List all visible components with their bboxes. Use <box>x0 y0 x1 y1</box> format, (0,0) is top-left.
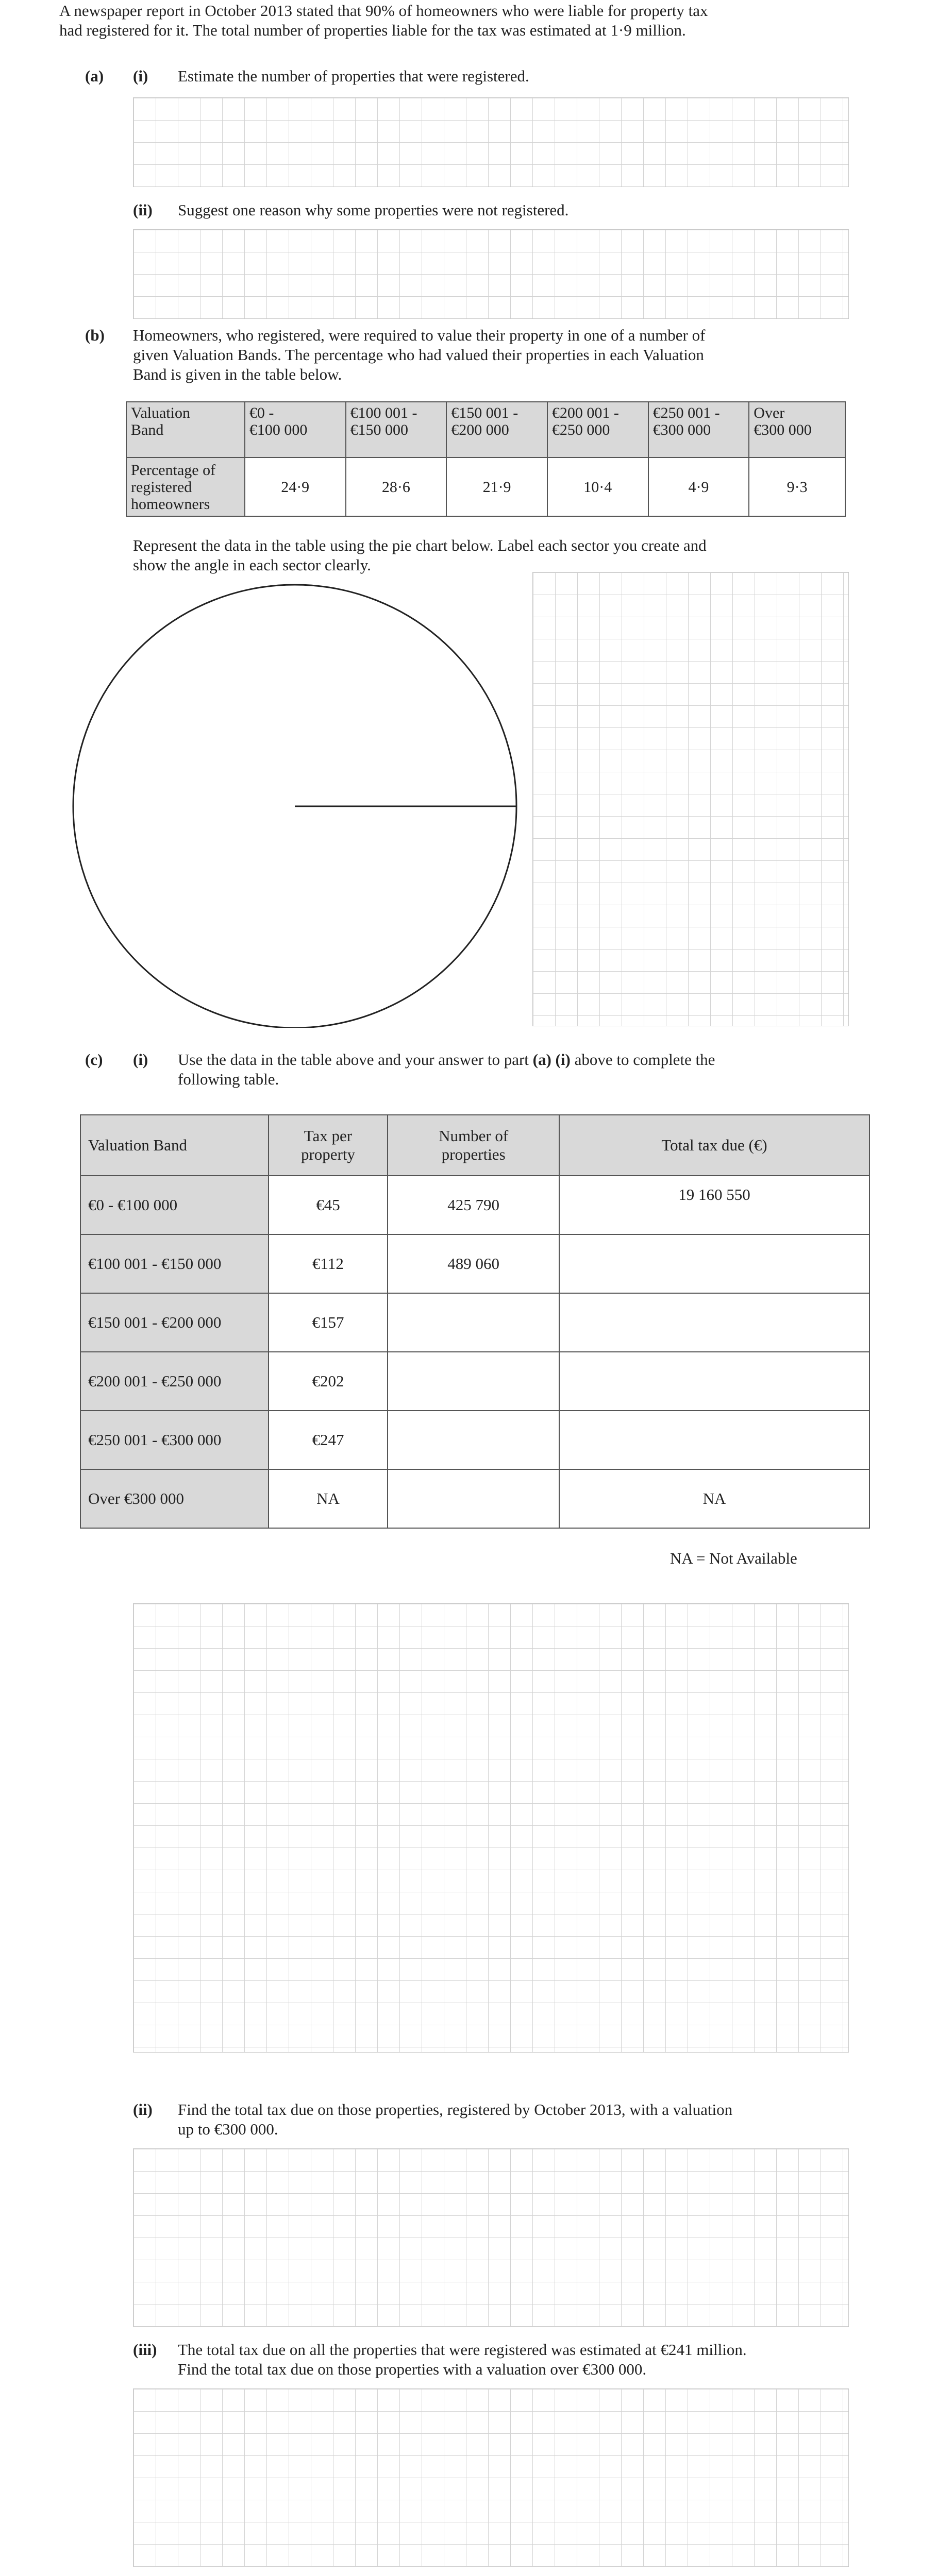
header-number-of-properties: Number of properties <box>388 1115 559 1176</box>
part-a-i-label: (i) <box>133 67 148 85</box>
tax-cell: €247 <box>269 1411 388 1469</box>
table-row <box>80 1469 869 1528</box>
total-input-cell[interactable] <box>559 1411 869 1469</box>
part-c-iii-label: (iii) <box>133 2341 157 2359</box>
band-cell: €200 001 - €250 000 <box>547 402 648 457</box>
intro-line-1: A newspaper report in October 2013 stated that 90% of homeowners who were liable for property tax <box>59 2 708 20</box>
header-tax-per-property: Tax per property <box>269 1115 388 1176</box>
answer-grid-a-i[interactable] <box>133 97 849 187</box>
percentage-cell: 28·6 <box>346 457 447 516</box>
total-input-cell[interactable] <box>559 1293 869 1352</box>
band-cell: Over €300 000 <box>749 402 845 457</box>
table-row <box>80 1411 869 1469</box>
part-c-ii-label: (ii) <box>133 2100 153 2119</box>
tax-cell: NA <box>269 1469 388 1528</box>
part-c-ii-line-1: Find the total tax due on those properties, registered by October 2013, with a valuation <box>178 2100 733 2119</box>
part-c-ii-line-2: up to €300 000. <box>178 2120 278 2138</box>
part-c-i-line-2: following table. <box>178 1070 279 1088</box>
answer-grid-b[interactable] <box>532 572 849 1026</box>
part-c-iii-line-2: Find the total tax due on those properties with a valuation over €300 000. <box>178 2360 647 2378</box>
table-row <box>80 1293 869 1352</box>
tax-cell: €202 <box>269 1352 388 1411</box>
pie-instruction-1: Represent the data in the table using the pie chart below. Label each sector you create and <box>133 536 707 554</box>
part-b-line-3: Band is given in the table below. <box>133 365 342 383</box>
band-cell: €250 001 - €300 000 <box>648 402 749 457</box>
part-a-i-question: Estimate the number of properties that were registered. <box>178 67 529 85</box>
answer-grid-c-ii[interactable] <box>133 2148 849 2327</box>
band-cell: €100 001 - €150 000 <box>80 1234 269 1293</box>
percentage-cell: 24·9 <box>245 457 346 516</box>
number-input-cell[interactable] <box>388 1469 559 1528</box>
number-input-cell[interactable] <box>388 1411 559 1469</box>
percentage-cell: 4·9 <box>648 457 749 516</box>
total-input-cell[interactable] <box>559 1352 869 1411</box>
band-cell: €0 - €100 000 <box>80 1176 269 1234</box>
percentage-header: Percentage of registered homeowners <box>126 457 245 516</box>
band-cell: €0 - €100 000 <box>245 402 346 457</box>
number-cell: 489 060 <box>388 1234 559 1293</box>
answer-grid-c-iii[interactable] <box>133 2388 849 2567</box>
header-total-tax-due: Total tax due (€) <box>559 1115 869 1176</box>
percentage-cell: 10·4 <box>547 457 648 516</box>
band-cell: €100 001 - €150 000 <box>346 402 447 457</box>
part-a-ii-question: Suggest one reason why some properties were not registered. <box>178 201 569 219</box>
tax-cell: €157 <box>269 1293 388 1352</box>
percentage-cell: 9·3 <box>749 457 845 516</box>
part-a-ii-label: (ii) <box>133 201 153 219</box>
tax-cell: €45 <box>269 1176 388 1234</box>
answer-grid-c-i[interactable] <box>133 1603 849 2053</box>
table-row <box>80 1234 869 1293</box>
intro-line-2: had registered for it. The total number of properties liable for the tax was estimated at 1·9 million. <box>59 21 686 39</box>
tax-table-header-row <box>80 1115 869 1176</box>
part-c-iii-line-1: The total tax due on all the properties that were registered was estimated at €241 million. <box>178 2341 747 2359</box>
part-c-label: (c) <box>85 1050 103 1069</box>
valuation-band-header: Valuation Band <box>126 402 245 457</box>
table-row <box>80 1176 869 1234</box>
na-note: NA = Not Available <box>670 1549 797 1567</box>
table-row <box>80 1352 869 1411</box>
number-cell: 425 790 <box>388 1176 559 1234</box>
band-cell: €200 001 - €250 000 <box>80 1352 269 1411</box>
blank-pie-chart[interactable] <box>70 574 523 1028</box>
band-cell: €250 001 - €300 000 <box>80 1411 269 1469</box>
total-input-cell[interactable] <box>559 1234 869 1293</box>
header-valuation-band: Valuation Band <box>80 1115 269 1176</box>
number-input-cell[interactable] <box>388 1352 559 1411</box>
part-c-i-line-1: Use the data in the table above and your answer to part (a) (i) above to complete the <box>178 1050 715 1069</box>
tax-cell: €112 <box>269 1234 388 1293</box>
number-input-cell[interactable] <box>388 1293 559 1352</box>
tax-table <box>80 1114 870 1529</box>
answer-grid-a-ii[interactable] <box>133 229 849 319</box>
valuation-band-row <box>126 402 845 457</box>
part-b-label: (b) <box>85 326 105 344</box>
pie-instruction-2: show the angle in each sector clearly. <box>133 556 371 574</box>
percentage-row <box>126 457 845 516</box>
band-cell: €150 001 - €200 000 <box>80 1293 269 1352</box>
part-b-line-2: given Valuation Bands. The percentage who had valued their properties in each Valuation <box>133 346 704 364</box>
valuation-band-table <box>126 401 846 517</box>
band-cell: Over €300 000 <box>80 1469 269 1528</box>
part-c-i-label: (i) <box>133 1050 148 1069</box>
total-cell: NA <box>559 1469 869 1528</box>
part-b-line-1: Homeowners, who registered, were required to value their property in one of a number of <box>133 326 706 344</box>
band-cell: €150 001 - €200 000 <box>446 402 547 457</box>
part-a-label: (a) <box>85 67 104 85</box>
percentage-cell: 21·9 <box>446 457 547 516</box>
total-cell: 19 160 550 <box>559 1176 869 1234</box>
